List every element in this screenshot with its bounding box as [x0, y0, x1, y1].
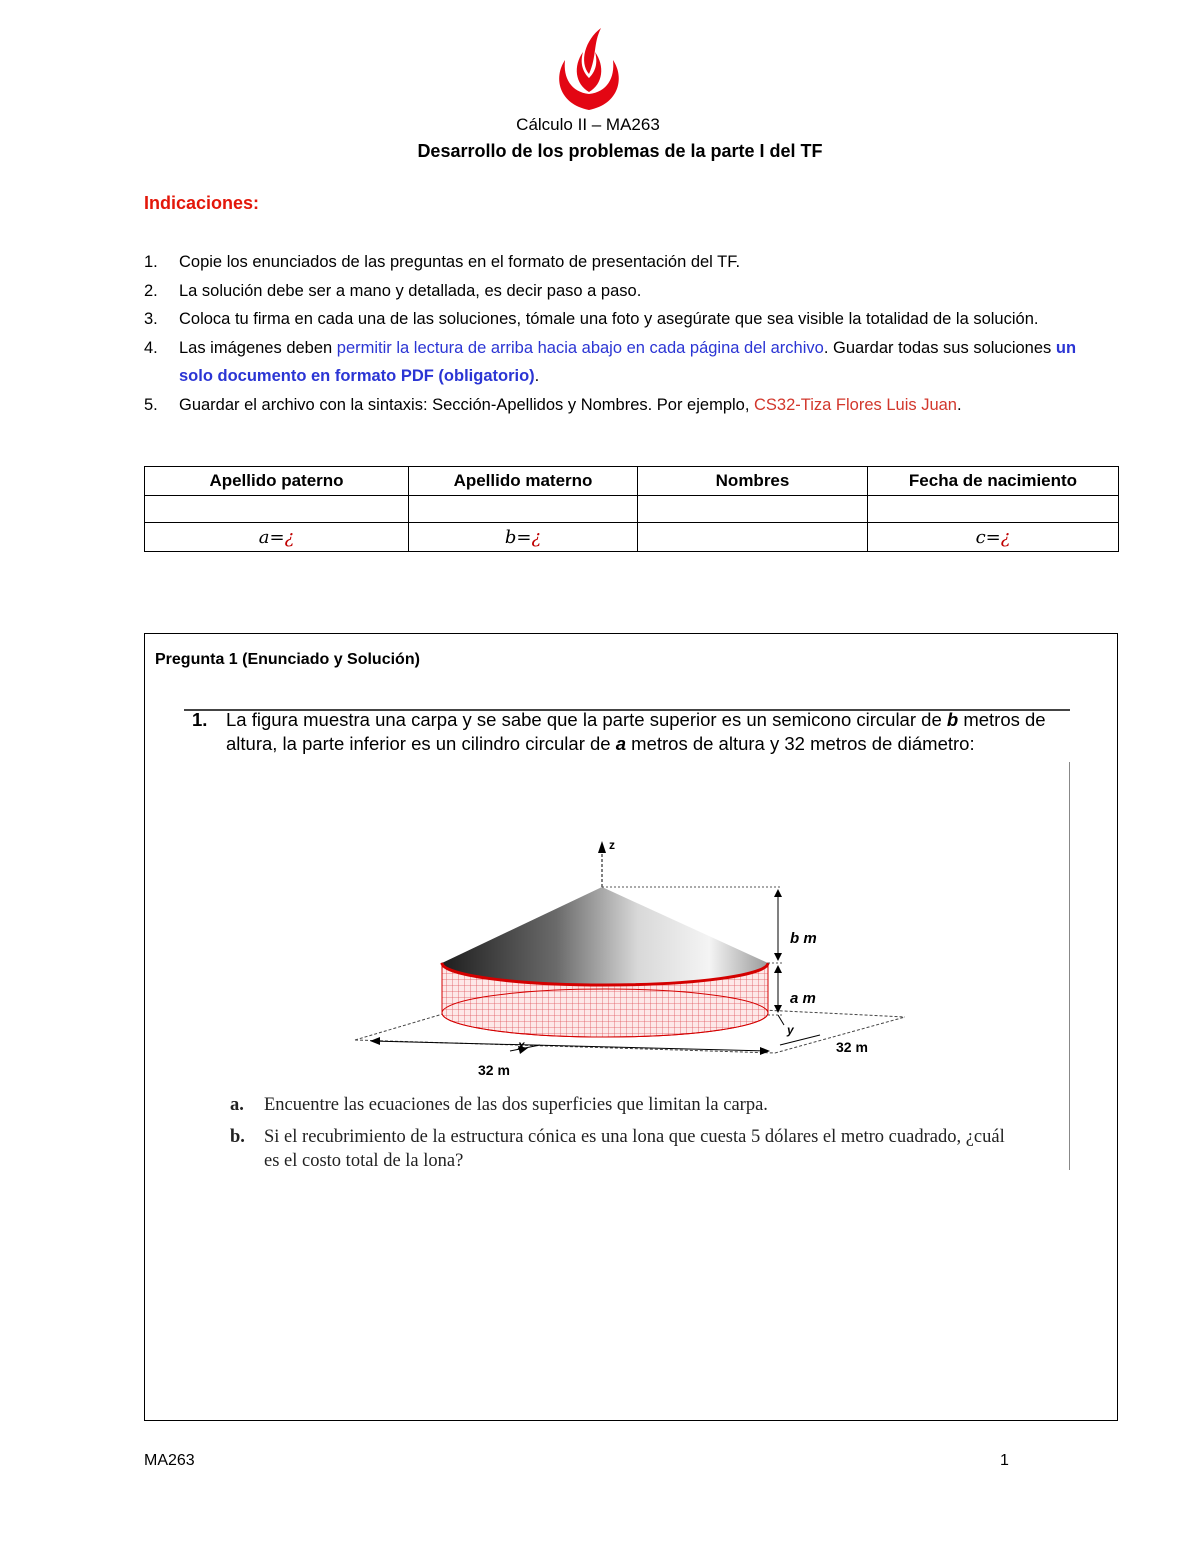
variable-b-cell	[409, 523, 638, 552]
subquestion-letter: a.	[230, 1095, 244, 1115]
document-title: Desarrollo de los problemas de la parte I del TF	[417, 141, 823, 161]
variable-value: ¿	[531, 526, 542, 548]
instruction-number: 4.	[144, 338, 158, 357]
table-header-row	[145, 467, 1119, 496]
empty-cell	[638, 523, 868, 552]
instructions-heading: Indicaciones:	[144, 193, 260, 213]
variable-name: c	[975, 526, 986, 548]
instruction-number: 1.	[144, 253, 158, 271]
header-nombres: Nombres	[638, 467, 868, 496]
a-height-label: a m	[790, 990, 816, 1007]
instruction-item	[144, 334, 1104, 391]
instruction-item	[144, 391, 1104, 420]
student-info-table	[144, 466, 1119, 552]
diameter-label-front: 32 m	[478, 1062, 510, 1078]
header-apellido-materno: Apellido materno	[409, 467, 638, 496]
subquestion-b	[230, 1125, 1030, 1175]
input-fecha-nacimiento[interactable]	[868, 496, 1119, 523]
y-axis-label: y	[787, 1023, 794, 1037]
tent-figure	[350, 835, 910, 1080]
subquestion-text: Encuentre las ecuaciones de las dos superficies que limitan la carpa.	[264, 1095, 768, 1115]
instruction-item	[144, 248, 1104, 277]
instruction-number: 5.	[144, 395, 158, 414]
instruction-text: .	[534, 367, 540, 385]
subquestion-text: Si el recubrimiento de la estructura cónica es una lona que cuesta 5 dólares el metro cuadrado, ¿cuál es el costo total de la lona?	[264, 1127, 1005, 1171]
variable-name: a	[258, 526, 270, 548]
instruction-number: 2.	[144, 281, 158, 300]
equals-sign: =	[269, 526, 285, 548]
instruction-text: Copie los enunciados de las preguntas en el formato de presentación del TF.	[179, 253, 741, 271]
instruction-text: Coloca tu firma en cada una de las soluciones, tómale una foto y asegúrate que sea visible la totalidad de la solución.	[179, 310, 1039, 328]
instruction-text: Las imágenes deben	[179, 338, 337, 357]
variable-value: ¿	[284, 526, 295, 548]
input-nombres[interactable]	[638, 496, 868, 523]
statement-part: metros de altura, la parte inferior es un cilindro circular de	[226, 709, 1046, 754]
equals-sign: =	[985, 526, 1001, 548]
table-input-row	[145, 496, 1119, 523]
variable-a: a	[615, 733, 627, 754]
instruction-highlight: permitir la lectura de arriba hacia abajo en cada página del archivo	[336, 338, 824, 357]
header-apellido-paterno: Apellido paterno	[145, 467, 409, 496]
b-height-label: b m	[790, 930, 817, 947]
instruction-item	[144, 305, 1104, 334]
instruction-text: La solución debe ser a mano y detallada, es decir paso a paso.	[179, 281, 642, 300]
statement-part: La figura muestra una carpa y se sabe que la parte superior es un semicono circular de	[226, 709, 947, 730]
instruction-text: .	[957, 395, 962, 414]
instruction-emphasis: un solo documento en formato PDF (obligatorio)	[179, 338, 1077, 385]
input-apellido-materno[interactable]	[409, 496, 638, 523]
diameter-label-side: 32 m	[836, 1039, 868, 1055]
instruction-number: 3.	[144, 310, 158, 328]
problem-number: 1.	[192, 709, 208, 730]
variable-value: ¿	[1000, 526, 1011, 548]
variable-name: b	[504, 526, 517, 548]
equals-sign: =	[516, 526, 532, 548]
table-variables-row	[145, 523, 1119, 552]
footer-course-code: MA263	[144, 1452, 195, 1469]
course-title: Cálculo II – MA263	[516, 115, 660, 134]
subquestion-letter: b.	[230, 1127, 245, 1147]
variable-b: b	[946, 709, 959, 730]
input-apellido-paterno[interactable]	[145, 496, 409, 523]
instruction-text: . Guardar todas sus soluciones	[823, 338, 1056, 357]
problem-text	[226, 708, 1072, 756]
subquestion-a	[230, 1093, 1030, 1119]
filename-example: CS32-Tiza Flores Luis Juan	[754, 395, 957, 414]
variable-a-cell	[145, 523, 409, 552]
z-axis-label: z	[609, 838, 615, 852]
question-title: Pregunta 1 (Enunciado y Solución)	[155, 651, 420, 668]
statement-part: metros de altura y 32 metros de diámetro:	[626, 733, 975, 754]
statement-right-border	[1069, 762, 1070, 1170]
instructions-list	[144, 248, 1104, 419]
instruction-item	[144, 277, 1104, 306]
variable-c-cell	[868, 523, 1119, 552]
header-fecha-nacimiento: Fecha de nacimiento	[868, 467, 1119, 496]
instruction-text: Guardar el archivo con la sintaxis: Sección-Apellidos y Nombres. Por ejemplo,	[179, 395, 755, 414]
university-logo	[549, 22, 629, 114]
footer-page-number: 1	[1000, 1452, 1009, 1469]
